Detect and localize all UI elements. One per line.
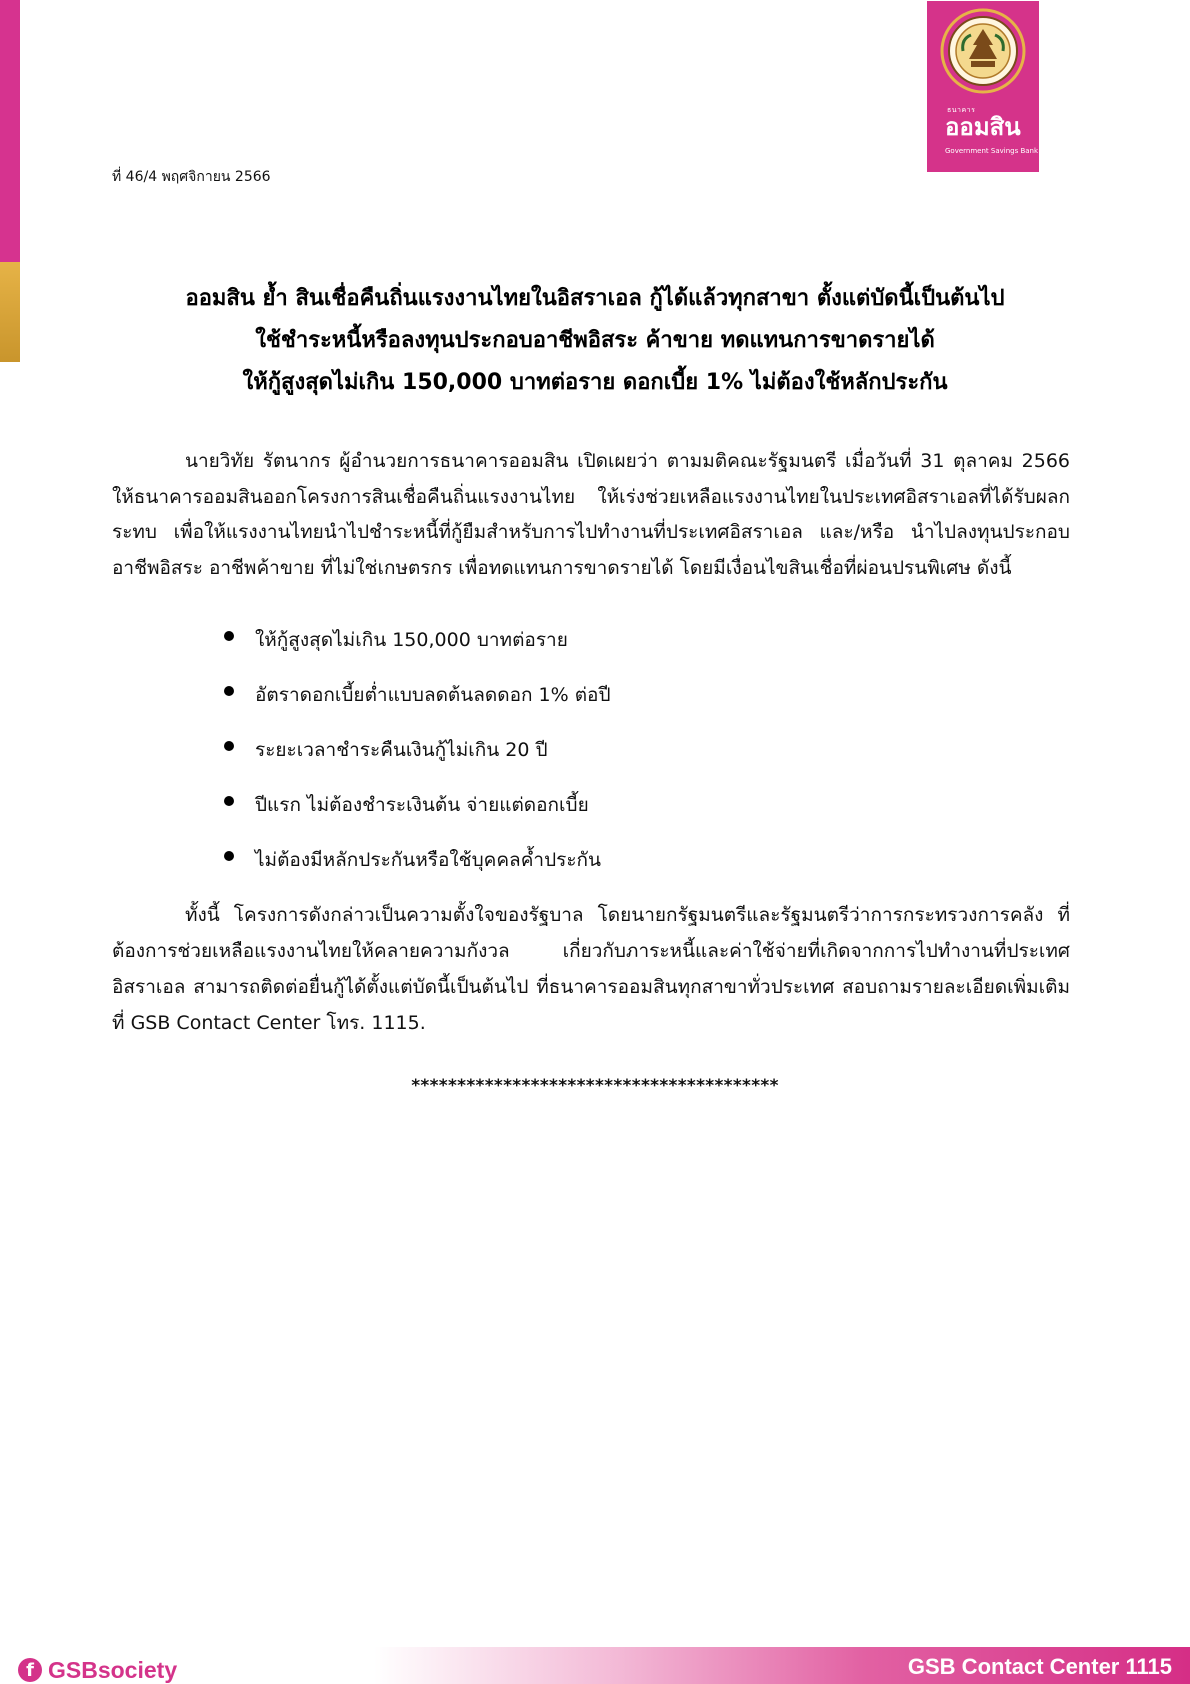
side-accent-bar-gold (0, 262, 20, 362)
end-marker: **************************************** (411, 1076, 779, 1096)
gsb-logo (927, 1, 1039, 172)
body-paragraph-2: ทั้งนี้ โครงการดังกล่าวเป็นความตั้งใจของรัฐบาล โดยนายกรัฐมนตรีและรัฐมนตรีว่าการกระทรวงการคลัง ที่ต้องการช่วยเหลือแรงงานไทยให้คลายความกังวล เกี่ยวกับภาระหนี้และค่าใช้จ่ายที่เกิดจากการไปทำงานที่ประเทศอิสราเอล สามารถติดต่อยื่นกู้ได้ตั้งแต่บัดนี้เป็นต้นไป ที่ธนาคารออมสินทุกสาขาทั่วประเทศ สอบถามรายละเอียดเพิ่มเติมที่ GSB Contact Center โทร. 1115. (112, 904, 1070, 1034)
social-label: GSBsociety (48, 1656, 178, 1683)
contact-center-label: GSB Contact Center 1115 (907, 1654, 1172, 1679)
list-item: ปีแรก ไม่ต้องชำระเงินต้น จ่ายแต่ดอกเบี้ย (222, 787, 611, 842)
body-paragraph-1: นายวิทัย รัตนากร ผู้อำนวยการธนาคารออมสิน เปิดเผยว่า ตามมติคณะรัฐมนตรี เมื่อวันที่ 31 ตุลาคม 2566 ให้ธนาคารออมสินออกโครงการสินเชื่อคืนถิ่นแรงงานไทย ให้เร่งช่วยเหลือแรงงานไทยในประเทศอิสราเอลที่ได้รับผลกระทบ เพื่อให้แรงงานไทยนำไปชำระหนี้ที่กู้ยืมสำหรับการไปทำงานที่ประเทศอิสราเอล และ/หรือ นำไปลงทุนประกอบอาชีพอิสระ อาชีพค้าขาย ที่ไม่ใช่เกษตรกร เพื่อทดแทนการขาดรายได้ โดยมีเงื่อนไขสินเชื่อที่ผ่อนปรนพิเศษ ดังนี้ (112, 450, 1070, 579)
headline-line-3: ให้กู้สูงสุดไม่เกิน 150,000 บาทต่อราย ดอกเบี้ย 1% ไม่ต้องใช้หลักประกัน (242, 370, 948, 395)
headline-line-2: ใช้ชำระหนี้หรือลงทุนประกอบอาชีพอิสระ ค้าขาย ทดแทนการขาดรายได้ (255, 328, 935, 353)
facebook-icon: f (18, 1658, 42, 1682)
logo-english-name: Government Savings Bank (945, 147, 1039, 155)
logo-bank-name: ออมสิน (945, 113, 1021, 141)
bank-seal-icon (927, 1, 1039, 111)
headline-line-1: ออมสิน ย้ำ สินเชื่อคืนถิ่นแรงงานไทยในอิสราเอล กู้ได้แล้วทุกสาขา ตั้งแต่บัดนี้เป็นต้นไป (185, 286, 1005, 311)
list-item: ให้กู้สูงสุดไม่เกิน 150,000 บาทต่อราย (222, 622, 611, 677)
list-item: อัตราดอกเบี้ยต่ำแบบลดต้นลดดอก 1% ต่อปี (222, 677, 611, 732)
headline (100, 278, 1090, 404)
logo-small-label: ธนาคาร (947, 106, 976, 114)
list-item: ไม่ต้องมีหลักประกันหรือใช้บุคคลค้ำประกัน (222, 842, 611, 897)
side-accent-bar-pink (0, 0, 20, 262)
list-item: ระยะเวลาชำระคืนเงินกู้ไม่เกิน 20 ปี (222, 732, 611, 787)
footer-social-link[interactable] (18, 1656, 177, 1684)
document-reference: ที่ 46/4 พฤศจิกายน 2566 (112, 169, 271, 185)
conditions-list (222, 622, 611, 897)
